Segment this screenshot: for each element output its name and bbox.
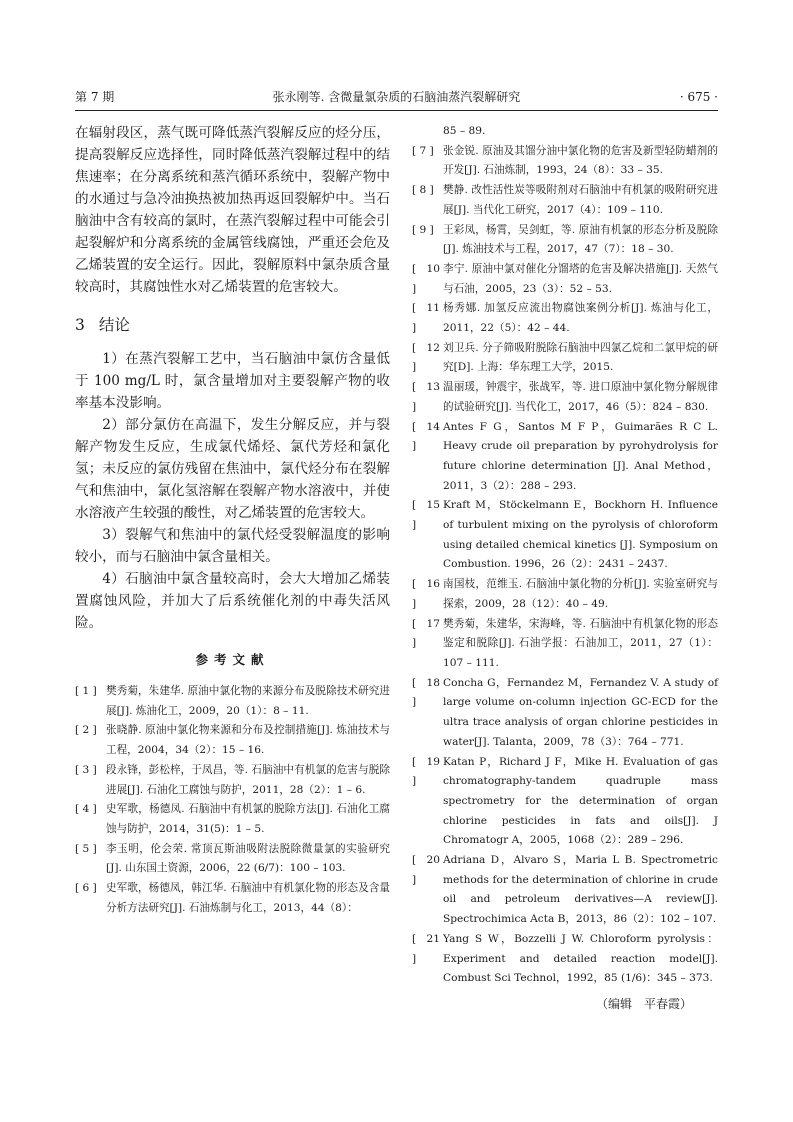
reference-item bbox=[412, 299, 718, 338]
reference-tag: [ 3 ] bbox=[75, 763, 97, 776]
reference-item bbox=[412, 142, 718, 181]
reference-item bbox=[412, 615, 718, 674]
reference-tag: [ 4 ] bbox=[75, 803, 97, 816]
reference-text: Kraft M，Stöckelmann E，Bockhorn H. Influence of turbulent mixing on the pyrolysis of chloroform using detailed chemical kinetics [J]. Symposium on Combustion. 1996，26（2）：2431 – 2437. bbox=[443, 499, 718, 571]
reference-item bbox=[412, 418, 718, 497]
reference-tag: [ 16 ] bbox=[412, 578, 440, 610]
section-heading bbox=[75, 314, 390, 336]
reference-tag: [ 10 ] bbox=[412, 262, 440, 295]
reference-text: Antes F G，Santos M F P，Guimarães R C L. Heavy crude oil preparation by pyrohydrolysis for future chlorine determination [J]. Anal Method，2011，3（2）：288 – 293. bbox=[443, 420, 718, 492]
reference-tag: [ 2 ] bbox=[75, 724, 97, 737]
reference-text: 史军歌，杨德凤，韩江华. 石脑油中有机氯化物的形态及含量分析方法研究[J]. 石油炼制与化工，2013，44（8）： bbox=[106, 882, 390, 914]
reference-text: 樊静. 改性活性炭等吸附剂对石脑油中有机氯的吸附研究进展[J]. 当代化工研究，2017（4）：109 – 110. bbox=[443, 184, 718, 216]
reference-item bbox=[412, 496, 718, 575]
reference-item bbox=[412, 378, 718, 417]
reference-tag: [ 15 ] bbox=[412, 499, 440, 532]
reference-tag: [ 9 ] bbox=[412, 223, 434, 236]
reference-text: Katan P，Richard J F，Mike H. Evaluation of gas chromatography-tandem quadruple mass spectrometry for the determination of organ chlorine pesticides in fats and oils[J]. J Chromatogr A，2005，1068（2）：289 – 296. bbox=[443, 755, 718, 847]
reference-text: Yang S W，Bozzelli J W. Chloroform pyrolysis：Experiment and detailed reaction model[J]. Combust Sci Technol，1992，85 (1/6)：345 – 373. bbox=[443, 932, 718, 985]
reference-item bbox=[75, 840, 390, 879]
reference-item bbox=[412, 674, 718, 753]
reference-item bbox=[412, 221, 718, 260]
editor-credit: （编辑 平春霞） bbox=[595, 996, 692, 1011]
reference-text: 段永锋，彭松梓，于凤昌，等. 石脑油中有机氯的危害与脱除进展[J]. 石油化工腐蚀与防护，2011，28（2）：1 – 6. bbox=[106, 763, 390, 796]
reference-text: 史军歌，杨德凤. 石脑油中有机氯的脱除方法[J]. 石油化工腐蚀与防护，2014，31(5)：1 – 5. bbox=[106, 803, 390, 835]
running-title: 张永刚等. 含微量氯杂质的石脑油蒸汽裂解研究 bbox=[272, 90, 521, 104]
reference-tag: [ 11 ] bbox=[412, 302, 440, 335]
reference-item bbox=[412, 575, 718, 614]
reference-text: 张晓静. 原油中氯化物来源和分布及控制措施[J]. 炼油技术与工程，2004，34（2）：15 – 16. bbox=[106, 724, 390, 757]
reference-text: 李玉明，伦会荣. 常顶瓦斯油吸附法脱除微量氯的实验研究[J]. 山东国土资源，2006，22 (6/7)：100 – 103. bbox=[106, 842, 390, 875]
reference-tag: [ 1 ] bbox=[75, 685, 97, 697]
reference-tag: [ 19 ] bbox=[412, 755, 440, 788]
reference-item bbox=[75, 682, 390, 721]
reference-item bbox=[412, 753, 718, 852]
issue-number: 第 7 期 bbox=[75, 90, 115, 104]
reference-text: 张金锐. 原油及其馏分油中氯化物的危害及新型轻防蜡剂的开发[J]. 石油炼制，1993，24（8）：33 – 35. bbox=[443, 144, 718, 177]
reference-item bbox=[412, 260, 718, 299]
reference-tag: [ 20 ] bbox=[412, 854, 440, 886]
section-number: 3 bbox=[75, 316, 85, 334]
reference-tag: [ 18 ] bbox=[412, 676, 440, 709]
reference-tag: [ 7 ] bbox=[412, 144, 434, 157]
reference-tag: [ 21 ] bbox=[412, 932, 440, 965]
conclusion-3: 3）裂解气和焦油中的氯代烃受裂解温度的影响较小，而与石脑油中氯含量相关。 bbox=[75, 527, 390, 565]
reference-tag: [ 12 ] bbox=[412, 341, 440, 374]
intro-paragraph: 在辐射段区，蒸气既可降低蒸汽裂解反应的烃分压，提高裂解反应选择性，同时降低蒸汽裂解过程中的结焦速率；在分离系统和蒸汽循环系统中，裂解产物中的水通过与急冷油换热被加热再返回裂解炉中。当石脑油中含有较高的氯时，在蒸汽裂解过程中可能会引起裂解炉和分离系统的金属管线腐蚀，严重还会危及乙烯装置的安全运行。因此，裂解原料中氯杂质含量较高时，其腐蚀性水对乙烯装置的危害较大。 bbox=[75, 125, 390, 295]
reference-text: 南国枝，范维玉. 石脑油中氯化物的分析[J]. 实验室研究与探索，2009，28（12）：40 – 49. bbox=[443, 578, 718, 610]
references-heading: 参考文献 bbox=[195, 652, 270, 667]
reference-tag: [ 13 ] bbox=[412, 381, 440, 413]
page-number: · 675 · bbox=[679, 90, 718, 104]
reference-item bbox=[75, 761, 390, 800]
reference-text: 樊秀菊，朱建华，宋海峰，等. 石脑油中有机氯化物的形态鉴定和脱除[J]. 石油学报：石油加工，2011，27（1）：107 – 111. bbox=[443, 617, 718, 669]
right-column bbox=[412, 122, 718, 1012]
reference-text: 樊秀菊，朱建华. 原油中氯化物的来源分布及脱除技术研究进展[J]. 炼油化工，2009，20（1）：8 – 11. bbox=[106, 685, 390, 717]
conclusion-4: 4）石脑油中氯含量较高时，会大大增加乙烯装置腐蚀风险，并加大了后系统催化剂的中毒失活风险。 bbox=[75, 571, 390, 631]
conclusion-2: 2）部分氯仿在高温下，发生分解反应，并与裂解产物发生反应，生成氯代烯烃、氯代芳烃和氯化氢；未反应的氯仿残留在焦油中，氯代烃分布在裂解气和焦油中，氯化氢溶解在裂解产物水溶液中，并使水溶液产生较强的酸性，对乙烯装置的危害较大。 bbox=[75, 417, 390, 521]
reference-item bbox=[75, 800, 390, 839]
reference-text: 李宁. 原油中氯对催化分馏塔的危害及解决措施[J]. 天然气与石油，2005，23（3）：52 – 53. bbox=[443, 262, 718, 295]
reference-item bbox=[412, 930, 718, 989]
reference-tag: [ 17 ] bbox=[412, 617, 440, 650]
running-header bbox=[75, 85, 718, 107]
reference-text: Concha G，Fernandez M，Fernandez V. A study of large volume on-column injection GC-ECD for the ultra trace analysis of organ chlorine pesticides in water[J]. Talanta，2009，78（3）：764 – 771. bbox=[443, 676, 718, 748]
reference-item bbox=[412, 181, 718, 220]
reference-text: 刘卫兵. 分子筛吸附脱除石脑油中四氯乙烷和二氯甲烷的研究[D]. 上海：华东理工大学，2015. bbox=[443, 341, 718, 374]
section-title: 结论 bbox=[98, 316, 130, 334]
reference-tag: [ 6 ] bbox=[75, 882, 97, 895]
reference-item bbox=[412, 339, 718, 378]
reference-tag: [ 14 ] bbox=[412, 420, 440, 453]
conclusion-1: 1）在蒸汽裂解工艺中，当石脑油中氯仿含量低于 100 mg/L 时，氯含量增加对主要裂解产物的收率基本没影响。 bbox=[75, 351, 390, 411]
reference-tag: [ 5 ] bbox=[75, 842, 97, 855]
reference-item bbox=[412, 851, 718, 930]
reference-continuation: 85 – 89. bbox=[443, 125, 486, 137]
left-column bbox=[75, 122, 390, 918]
reference-item bbox=[75, 721, 390, 760]
reference-tag: [ 8 ] bbox=[412, 184, 434, 197]
reference-item bbox=[75, 879, 390, 918]
reference-text: 温丽瑗，钟震宇，张战军，等. 进口原油中氯化物分解规律的试验研究[J]. 当代化工，2017，46（5）：824 – 830. bbox=[443, 381, 718, 413]
reference-text: 杨秀娜. 加氢反应流出物腐蚀案例分析[J]. 炼油与化工，2011，22（5）：42 – 44. bbox=[443, 302, 718, 335]
reference-text: Adriana D，Alvaro S，Maria L B. Spectrometric methods for the determination of chlorine in crude oil and petroleum derivatives—A review[J]. Spectrochimica Acta B，2013，86（2）：102 – 107. bbox=[443, 854, 718, 926]
header-divider bbox=[75, 110, 718, 111]
reference-text: 王彩凤，杨霄，吴剑虹，等. 原油有机氯的形态分析及脱除[J]. 炼油技术与工程，2017，47（7）：18 – 30. bbox=[443, 223, 718, 256]
